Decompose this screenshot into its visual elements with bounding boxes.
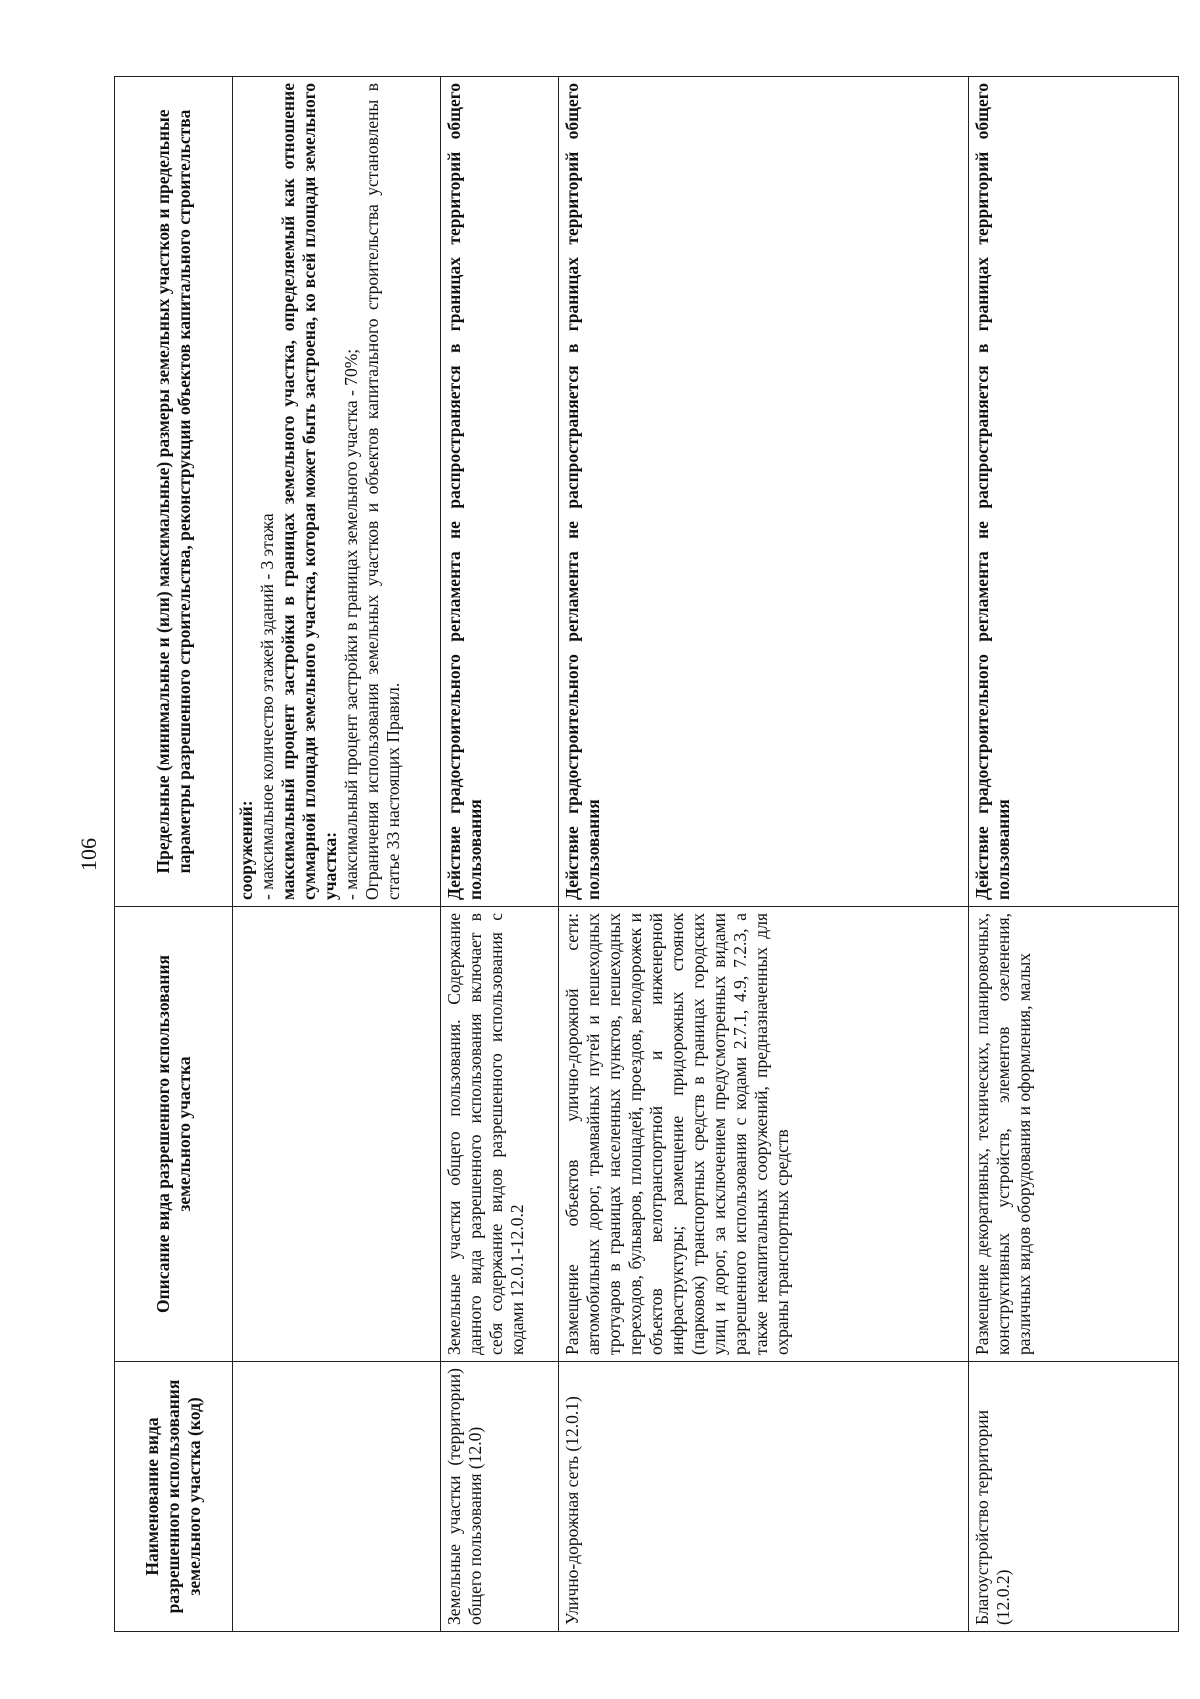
cell-use-description: Размещение декоративных, технических, планировочных, конструктивных устройств, элементов озеленения, различных видов оборудования и оформления, малых: [969, 907, 1179, 1362]
cell-limits: Действие градостроительного регламента не распространяется в границах территорий общего пользования: [969, 77, 1179, 907]
cell-use-description: Земельные участки общего пользования. Содержание данного вида разрешенного использования включает в себя содержание видов разрешенного использования с кодами 12.0.1-12.0.2: [441, 907, 559, 1362]
cell-limits: [233, 77, 441, 907]
cell-use-name: Земельные участки (территории) общего пользования (12.0): [441, 1362, 559, 1632]
table-row: [441, 77, 559, 1632]
limits-line: - максимальное количество этажей зданий - 3 этажа: [257, 513, 277, 900]
limits-line: максимальный процент застройки в границах земельного участка, определяемый как отношение суммарной площади земельного участка, которая может быть застроена, ко всей площади земельного участка:: [278, 83, 340, 900]
cell-use-name: Благоустройство территории (12.0.2): [969, 1362, 1179, 1632]
cell-use-name: [233, 1362, 441, 1632]
cell-use-description: [233, 907, 441, 1362]
regulation-table: [114, 76, 1179, 1632]
header-limits: Предельные (минимальные и (или) максимальные) размеры земельных участков и предельные параметры разрешенного строительства, реконструкции объектов капитального строительства: [115, 77, 233, 907]
cell-limits: Действие градостроительного регламента не распространяется в границах территорий общего пользования: [441, 77, 559, 907]
limits-line: Ограничения использования земельных участков и объектов капитального строительства установлены в статье 33 настоящих Правил.: [362, 83, 403, 900]
cell-use-description: Размещение объектов улично-дорожной сети: автомобильных дорог, трамвайных путей и пешеходных тротуаров в границах населенных пунктов, пешеходных переходов, бульваров, площадей, проездов, велодорожек и объектов велотранспортной и инженерной инфраструктуры; размещение придорожных стоянок (парковок) транспортных средств в границах городских улиц и дорог, за исключением предусмотренных видами разрешенного использования с кодами 2.7.1, 4.9, 7.2.3, а также некапитальных сооружений, предназначенных для охраны транспортных средств: [559, 907, 969, 1362]
header-use-name: Наименование вида разрешенного использования земельного участка (код): [115, 1362, 233, 1632]
limits-line: сооружений:: [236, 800, 256, 900]
page-number: 106: [76, 838, 101, 871]
cell-use-name: Улично-дорожная сеть (12.0.1): [559, 1362, 969, 1632]
cell-limits: Действие градостроительного регламента не распространяется в границах территорий общего пользования: [559, 77, 969, 907]
limits-line: - максимальный процент застройки в границах земельного участка - 70%;: [341, 348, 361, 900]
table-row: [969, 77, 1179, 1632]
table-header-row: [115, 77, 233, 1632]
table-row: [559, 77, 969, 1632]
table-row: [233, 77, 441, 1632]
header-use-description: Описание вида разрешенного использования земельного участка: [115, 907, 233, 1362]
rotated-page: [70, 77, 1145, 1632]
